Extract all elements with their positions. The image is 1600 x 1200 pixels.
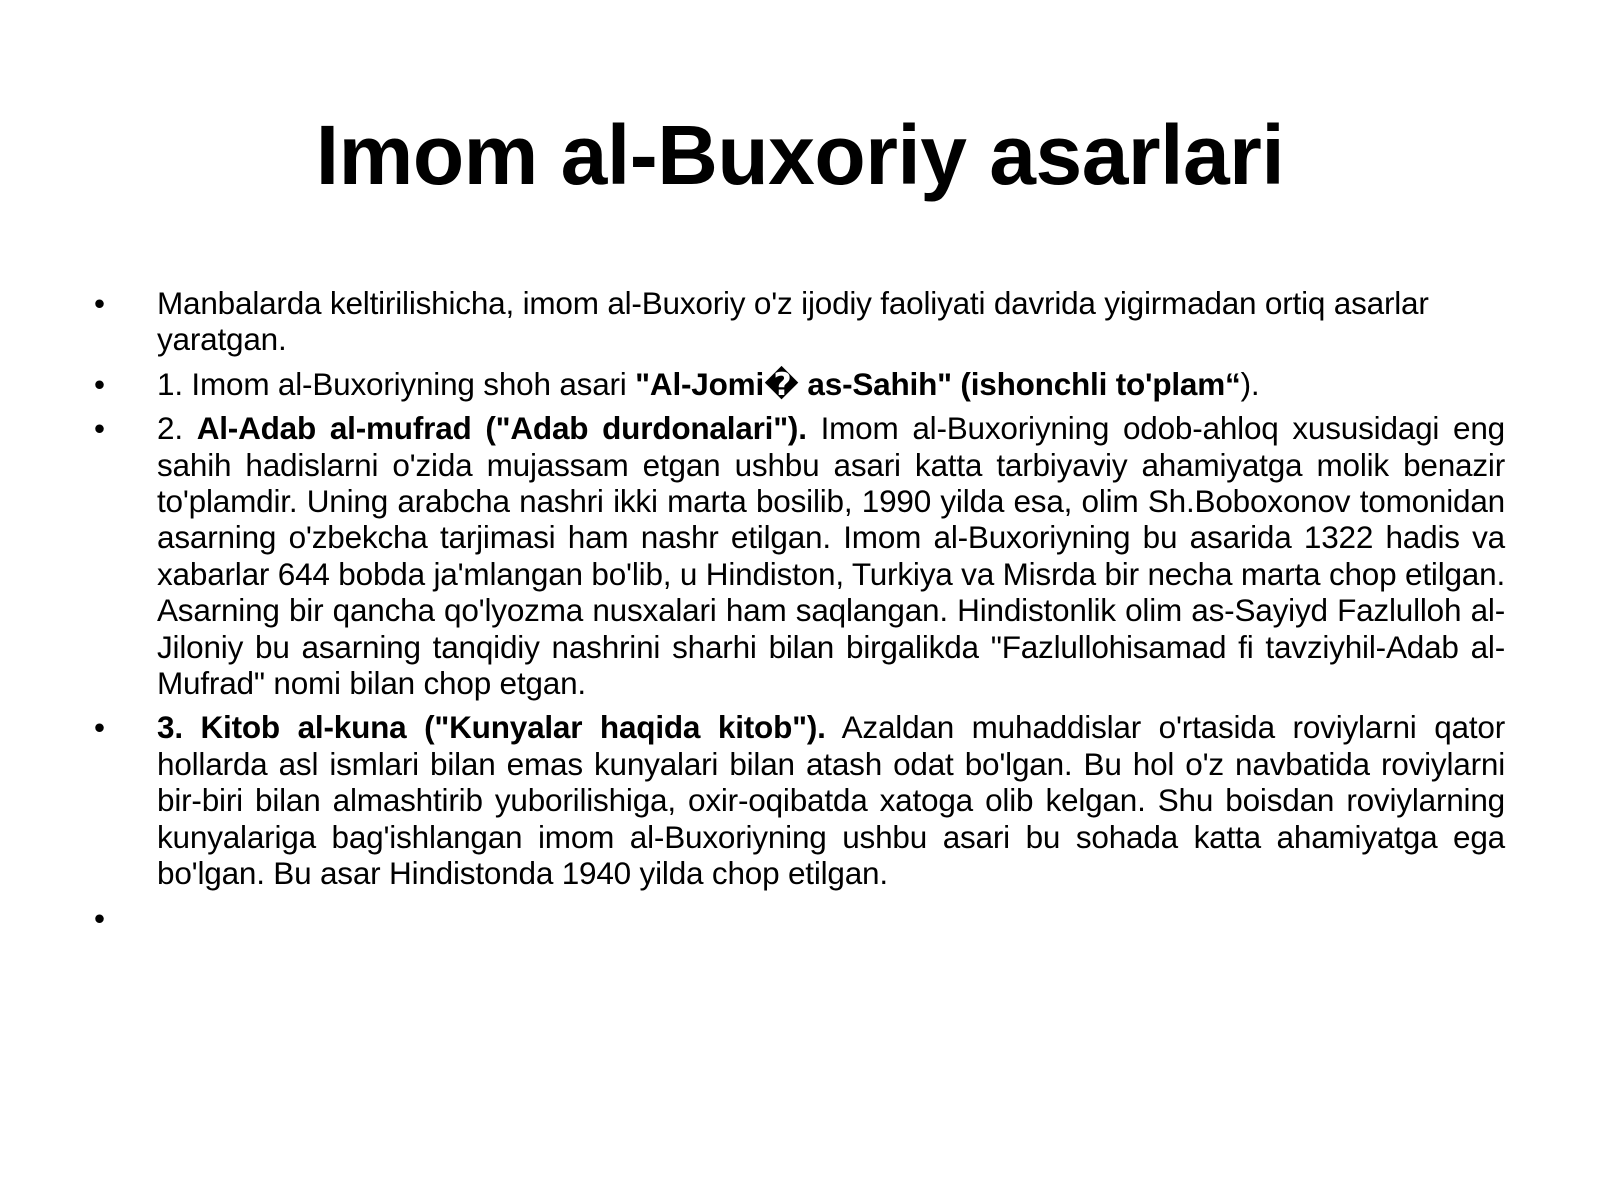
- bullet-item-empty: [90, 900, 1505, 936]
- slide-title: Imom al-Buxoriy asarlari: [315, 108, 1285, 202]
- bullet-icon: •: [94, 365, 105, 402]
- bullet-text-suffix: ).: [1240, 365, 1260, 402]
- bullet-text: Manbalarda keltirilishicha, imom al-Buxoriy o'z ijodiy faoliyati davrida yigirmadan ortiq asarlar yaratgan.: [157, 285, 1429, 358]
- bullet-icon: •: [94, 899, 105, 936]
- bullet-icon: •: [94, 410, 105, 447]
- bullet-text-prefix: 2.: [157, 410, 197, 447]
- bullet-item-2: [90, 366, 1505, 402]
- bullet-icon: •: [94, 709, 105, 746]
- bullet-item-1: [90, 285, 1505, 358]
- bullet-item-3: [90, 410, 1505, 701]
- bullet-text-bold: Al-Adab al-mufrad ("Adab durdonalari").: [196, 410, 807, 447]
- bullet-text-suffix: Imom al-Buxoriyning odob-ahloq xususidagi eng sahih hadislarni o'zida mujassam etgan ushbu asari katta tarbiyaviy ahamiyatga molik benazir to'plamdir. Uning arabcha nashri ikki marta bosilib, 1990 yilda esa, olim Sh.Boboxonov tomonidan asarning o'zbekcha tarjimasi ham nashr etilgan. Imom al-Buxoriyning bu asarida 1322 hadis va xabarlar 644 bobda ja'mlangan bo'lib, u Hindiston, Turkiya va Misrda bir necha marta chop etilgan. Asarning bir qancha qo'lyozma nusxalari ham saqlangan. Hindistonlik olim as-Sayiyd Fazlulloh al-Jiloniy bu asarning tanqidiy nashrini sharhi bilan birgalikda "Fazlullohisamad fi tavziyhil-Adab al-Mufrad" nomi bilan chop etgan.: [157, 410, 1505, 702]
- bullet-text-bold: 3. Kitob al-kuna ("Kunyalar haqida kitob").: [157, 709, 826, 746]
- bullet-text-prefix: 1. Imom al-Buxoriyning shoh asari: [157, 365, 636, 402]
- bullet-item-4: [90, 709, 1505, 891]
- bullet-text-bold: "Al-Jomi� as-Sahih" (ishonchli to'plam“: [635, 365, 1241, 402]
- bullet-icon: •: [94, 285, 105, 321]
- bullet-list: [90, 285, 1505, 944]
- bullet-text-suffix: Azaldan muhaddislar o'rtasida roviylarni qator hollarda asl ismlari bilan emas kunyalari bilan atash odat bo'lgan. Bu hol o'z navbatida roviylarni bir-biri bilan almashtirib yuborilishiga, oxir-oqibatda xatoga olib kelgan. Shu boisdan roviylarning kunyalariga bag'ishlangan imom al-Buxoriyning ushbu asari bu sohada katta ahamiyatga ega bo'lgan. Bu asar Hindistonda 1940 yilda chop etilgan.: [157, 709, 1506, 892]
